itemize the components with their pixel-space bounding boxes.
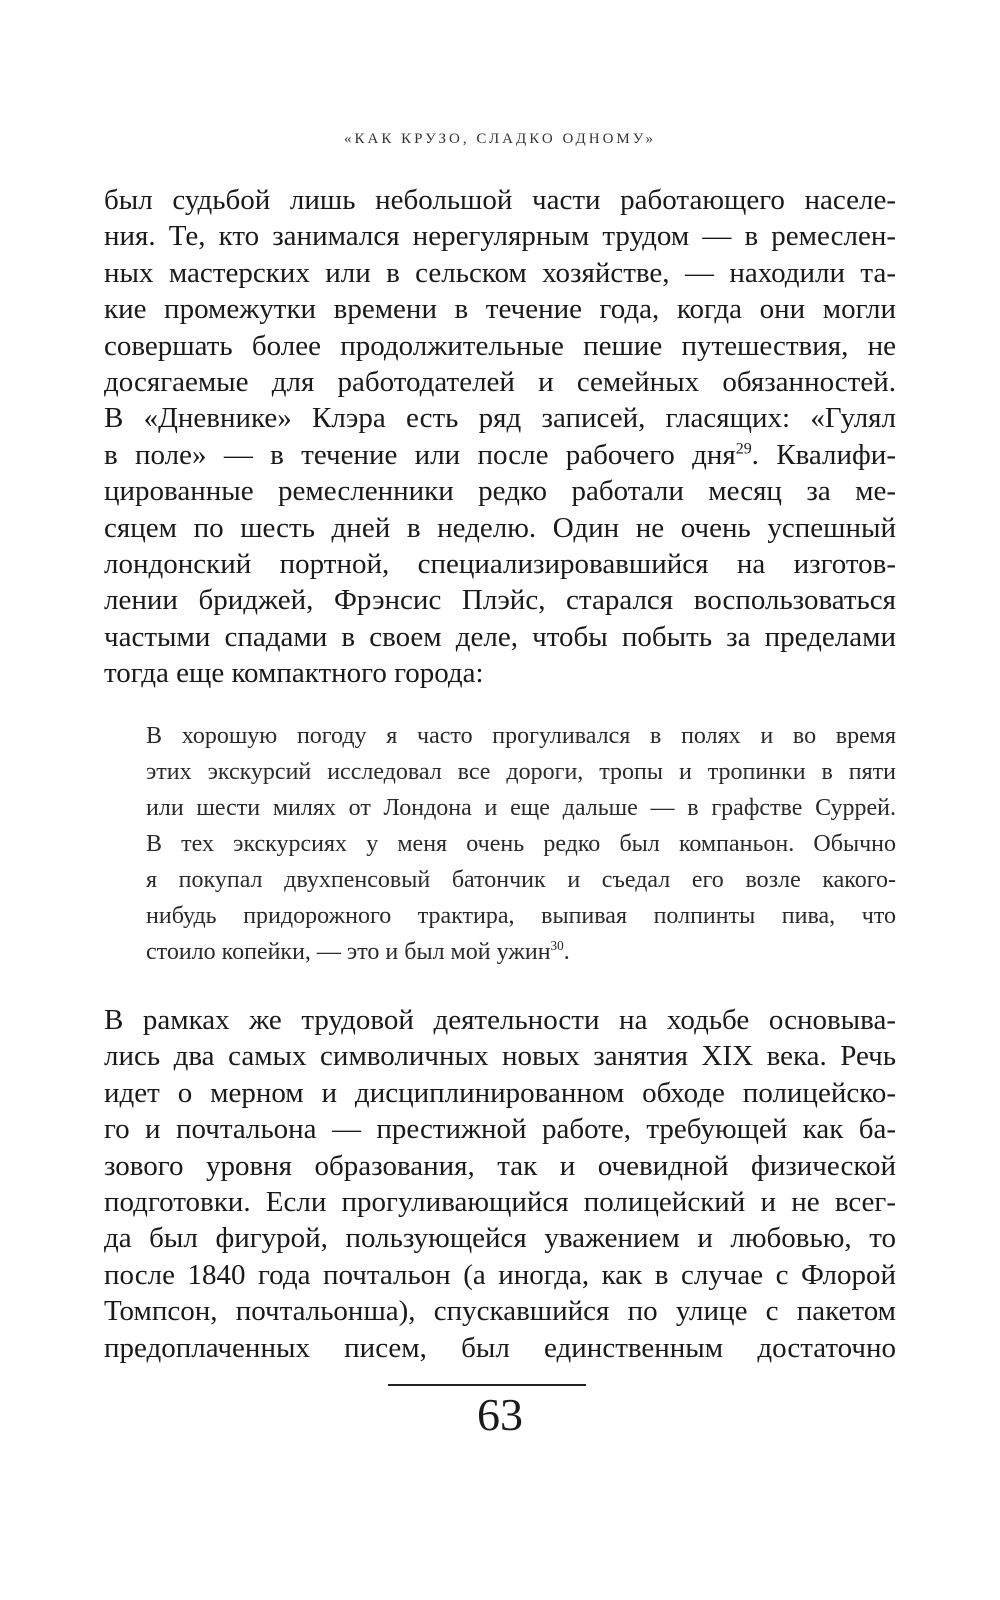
text-line: лении бриджей, Фрэнсис Плэйс, старался воспользоваться (104, 584, 896, 617)
quote-line: нибудь придорожного трактира, выпивая полпинты пива, что (146, 903, 896, 929)
text-line: В рамках же трудовой деятельности на ходьбе основыва- (104, 1004, 896, 1036)
text-line: частыми спадами в своем деле, чтобы побыть за пределами (104, 620, 896, 653)
quote-line: этих экскурсий исследовал все дороги, тропы и тропинки в пяти (146, 759, 896, 785)
text-line: досягаемые для работодателей и семейных обязанностей. (104, 365, 896, 398)
text-line: Томпсон, почтальонша), спускавшийся по улице с пакетом (104, 1295, 896, 1328)
text-line: предоплаченных писем, был единственным достаточно (104, 1331, 896, 1364)
text-line: идет о мерном и дисциплинированном обходе полицейско- (104, 1076, 896, 1109)
text-line: был судьбой лишь небольшой части работающего населе- (104, 184, 896, 216)
paragraph-2 (104, 1002, 896, 1366)
text-line: кие промежутки времени в течение года, когда они могли (104, 293, 896, 326)
text-line: ных мастерских или в сельском хозяйстве, — находили та- (104, 256, 896, 289)
text-line (104, 437, 896, 473)
block-quote (146, 718, 896, 970)
page-number-rule (388, 1384, 586, 1386)
text-line: тогда еще компактного города: (104, 657, 484, 690)
text-line: да был фигурой, пользующейся уважением и любовью, то (104, 1222, 896, 1255)
quote-line: я покупал двухпенсовый батончик и съедал его возле какого- (146, 867, 896, 893)
text-fragment: в поле» — в течение или после рабочего дня (104, 438, 736, 471)
text-line: ния. Те, кто занимался нерегулярным трудом — в ремеслен- (104, 220, 896, 253)
paragraph-1 (104, 182, 896, 691)
quote-line (146, 934, 896, 970)
text-fragment: стоило копейки, — это и был мой ужин (146, 939, 551, 965)
running-head: «КАК КРУЗО, СЛАДКО ОДНОМУ» (344, 131, 656, 147)
quote-line: В хорошую погоду я часто прогуливался в полях и во время (146, 723, 896, 749)
text-line: совершать более продолжительные пешие путешествия, не (104, 329, 896, 362)
text-fragment: . Квалифи- (751, 438, 896, 471)
text-line: цированные ремесленники редко работали месяц за ме- (104, 475, 896, 508)
text-line: сяцем по шесть дней в неделю. Один не очень успешный (104, 511, 896, 544)
quote-line: или шести милях от Лондона и еще дальше — в графстве Суррей. (146, 795, 896, 821)
text-line: после 1840 года почтальон (а иногда, как в случае с Флорой (104, 1258, 896, 1291)
text-line: лондонский портной, специализировавшийся на изготов- (104, 547, 896, 580)
footnote-marker-29[interactable]: 29 (735, 440, 752, 458)
footnote-marker-30[interactable]: 30 (550, 938, 564, 953)
text-line: В «Дневнике» Клэра есть ряд записей, гласящих: «Гулял (104, 402, 896, 435)
text-line: го и почтальона — престижной работе, требующей как ба- (104, 1113, 896, 1146)
text-line: зового уровня образования, так и очевидной физической (104, 1149, 896, 1182)
quote-line: В тех экскурсиях у меня очень редко был компаньон. Обычно (146, 831, 896, 857)
page-number: 63 (477, 1389, 523, 1440)
text-fragment: . (563, 939, 570, 965)
text-line: подготовки. Если прогуливающийся полицейский и не всег- (104, 1185, 896, 1218)
text-line: лись два самых символичных новых занятия XIX века. Речь (104, 1040, 896, 1073)
